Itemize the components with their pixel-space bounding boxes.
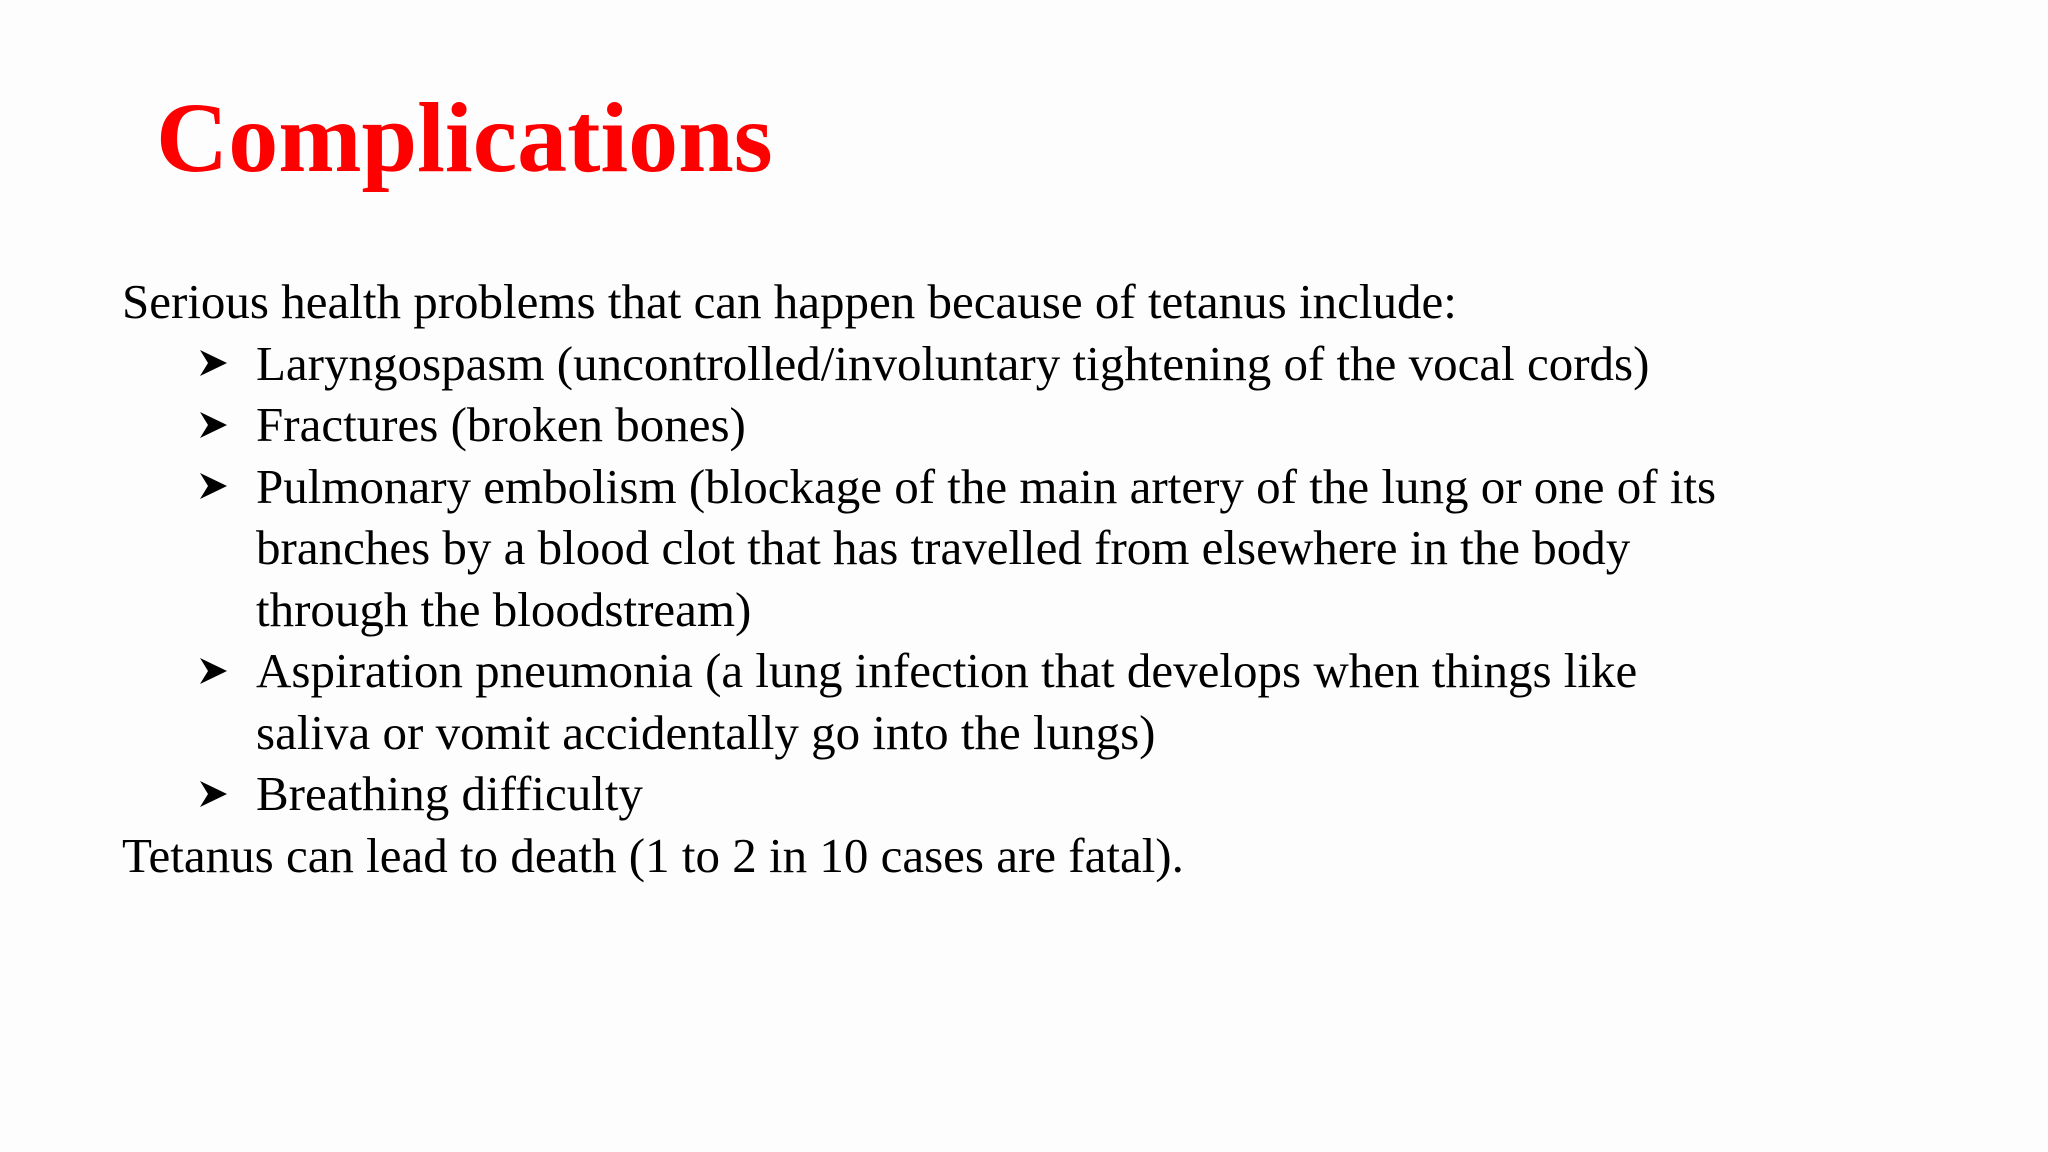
list-item	[122, 333, 2002, 395]
list-item-line: Fractures (broken bones)	[256, 397, 746, 452]
slide-title: Complications	[156, 82, 773, 193]
intro-text: Serious health problems that can happen because of tetanus include:	[122, 274, 1457, 329]
list-item-line: saliva or vomit accidentally go into the lungs)	[256, 704, 1156, 760]
list-item-line: through the bloodstream)	[256, 581, 752, 637]
list-item-text	[256, 763, 2002, 825]
list-item	[122, 456, 2002, 641]
arrowhead-bullet-icon	[198, 394, 238, 456]
list-item	[122, 763, 2002, 825]
conclusion-text: Tetanus can lead to death (1 to 2 in 10 cases are fatal).	[122, 827, 1184, 883]
list-item-text	[256, 640, 2002, 763]
arrowhead-bullet-icon	[198, 333, 238, 395]
arrowhead-bullet-icon	[198, 763, 238, 825]
list-item-text	[256, 456, 2002, 641]
list-item-text	[256, 394, 2002, 456]
arrowhead-bullet-icon	[198, 640, 238, 702]
complications-list	[122, 333, 2002, 825]
list-item-text	[256, 333, 2002, 395]
list-item	[122, 394, 2002, 456]
list-item	[122, 640, 2002, 763]
list-item-line: Breathing difficulty	[256, 766, 643, 821]
list-item-line: Aspiration pneumonia (a lung infection that develops when things like	[256, 643, 1638, 698]
arrowhead-bullet-icon	[198, 456, 238, 518]
slide-body	[122, 271, 2002, 886]
list-item-line: Pulmonary embolism (blockage of the main artery of the lung or one of its	[256, 458, 1717, 514]
list-item-line: branches by a blood clot that has travelled from elsewhere in the body	[256, 520, 1631, 575]
list-item-line: Laryngospasm (uncontrolled/involuntary tightening of the vocal cords)	[256, 335, 1650, 391]
